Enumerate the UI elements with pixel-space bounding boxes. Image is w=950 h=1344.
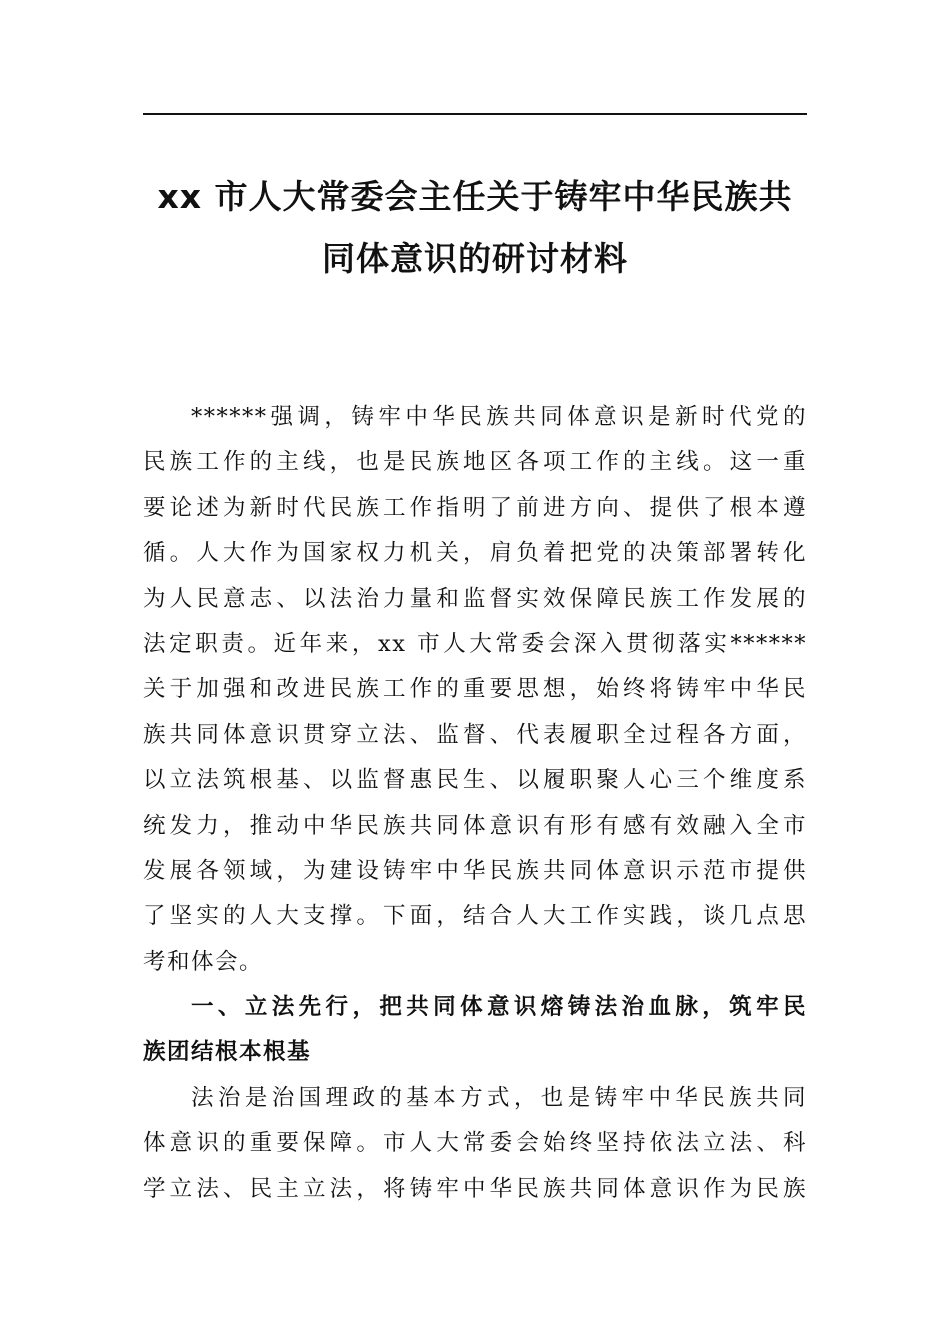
text-line: 统发力，推动中华民族共同体意识有形有感有效融入全市 (143, 812, 807, 839)
section-heading-1 (143, 985, 807, 1076)
title-line: 同体意识的研讨材料 (322, 239, 628, 278)
text-line: 民族工作的主线，也是民族地区各项工作的主线。这一重 (143, 449, 807, 476)
heading-line: 一、立法先行，把共同体意识熔铸法治血脉，筑牢民 (191, 994, 807, 1021)
text-line: 族共同体意识贯穿立法、监督、代表履职全过程各方面， (143, 721, 807, 748)
document-body (143, 395, 807, 1212)
text-line: 学立法、民主立法，将铸牢中华民族共同体意识作为民族 (143, 1175, 807, 1202)
heading-line: 族团结根本根基 (143, 1039, 312, 1066)
text-line: 考和体会。 (143, 948, 264, 975)
text-line: 要论述为新时代民族工作指明了前进方向、提供了根本遵 (143, 494, 807, 521)
document-title (143, 166, 807, 290)
text-line: 了坚实的人大支撑。下面，结合人大工作实践，谈几点思 (143, 903, 807, 930)
text-line: 体意识的重要保障。市人大常委会始终坚持依法立法、科 (143, 1130, 807, 1157)
header-rule (143, 113, 807, 115)
title-line: xx 市人大常委会主任关于铸牢中华民族共 (157, 177, 793, 216)
text-line: 发展各领域，为建设铸牢中华民族共同体意识示范市提供 (143, 857, 807, 884)
text-line: 循。人大作为国家权力机关，肩负着把党的决策部署转化 (143, 540, 807, 567)
text-line: 为人民意志、以法治力量和监督实效保障民族工作发展的 (143, 585, 807, 612)
text-line: 法治是治国理政的基本方式，也是铸牢中华民族共同 (191, 1084, 807, 1111)
paragraph-intro (143, 395, 807, 985)
text-line: ******强调，铸牢中华民族共同体意识是新时代党的 (191, 404, 807, 430)
text-line: 法定职责。近年来，xx 市人大常委会深入贯彻落实****** (143, 630, 807, 657)
paragraph-section-1 (143, 1076, 807, 1212)
text-line: 以立法筑根基、以监督惠民生、以履职聚人心三个维度系 (143, 767, 807, 794)
text-line: 关于加强和改进民族工作的重要思想，始终将铸牢中华民 (143, 676, 807, 703)
